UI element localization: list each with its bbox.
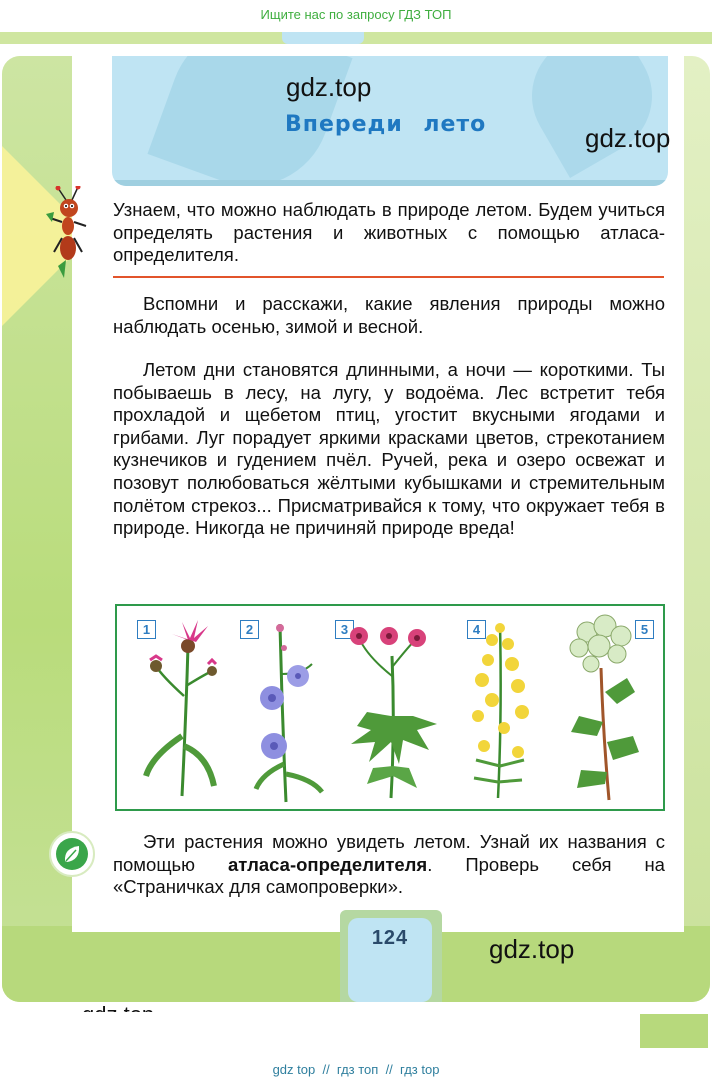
- bedstraw-plant-icon: [462, 616, 542, 801]
- review-question: Вспомни и расскажи, какие явления природы можно наблюдать осенью, зимой и весной.: [113, 293, 665, 337]
- chicory-plant-icon: [252, 614, 332, 804]
- footer-links: gdz top // гдз топ // гдз top: [272, 1062, 440, 1077]
- plants-illustration: [115, 604, 665, 811]
- page-number: 124: [348, 918, 432, 1002]
- ant-mascot-icon: [44, 186, 96, 282]
- lesson-intro: Узнаем, что можно наблюдать в природе летом. Будем учиться определять растения и животных с помощью атласа-определителя.: [113, 199, 665, 265]
- meadowsweet-plant-icon: [557, 612, 652, 802]
- plant-number-4: 4: [467, 620, 486, 639]
- knapweed-plant-icon: [142, 616, 222, 801]
- top-bar: [0, 0, 712, 34]
- divider-line: [113, 276, 664, 278]
- watermark: gdz.top: [489, 934, 575, 964]
- lesson-body-text: Летом дни становятся длинными, а ночи — короткими. Ты побываешь в лесу, на лугу, у водоёма. Лес встретит тебя прохладой и щебетом птиц, угостит вкусными ягодами и грибами. Луг порадует яркими красками цветов, стрекотанием кузнечиков и гудением пчёл. Ручей, река и озеро освежат и позовут полюбоваться жёлтыми кубышками и стремительным полётом стрекоз... Присматривайся к тому, что окружает тебя в природе. Никогда не причиняй природе вреда!: [113, 359, 665, 539]
- closing-paragraph: Эти растения можно увидеть летом. Узнай их названия с помощью атласа-определителя. Проверь себя на «Страничках для самопроверки».: [113, 831, 665, 898]
- geranium-plant-icon: [337, 616, 447, 801]
- plant-number-2: 2: [240, 620, 259, 639]
- title-banner: [112, 56, 671, 186]
- watermark: gdz.top: [585, 123, 671, 153]
- plant-number-3: 3: [335, 620, 354, 639]
- next-page-edge: [0, 1012, 712, 1054]
- previous-page-edge: [0, 32, 712, 44]
- footer-link[interactable]: гдз топ: [336, 1062, 379, 1077]
- page-title: Впереди лето: [285, 112, 487, 137]
- leaf-icon: [56, 838, 88, 870]
- footer-link[interactable]: gdz top: [272, 1062, 316, 1077]
- leaf-badge-icon: [49, 831, 95, 877]
- footer-link[interactable]: гдз top: [400, 1062, 440, 1077]
- plant-number-1: 1: [137, 620, 156, 639]
- top-search-link[interactable]: Ищите нас по запросу ГДЗ ТОП: [260, 7, 452, 22]
- plant-number-5: 5: [635, 620, 654, 639]
- watermark: gdz.top: [286, 72, 372, 102]
- atlas-term: атласа-определителя: [228, 853, 428, 875]
